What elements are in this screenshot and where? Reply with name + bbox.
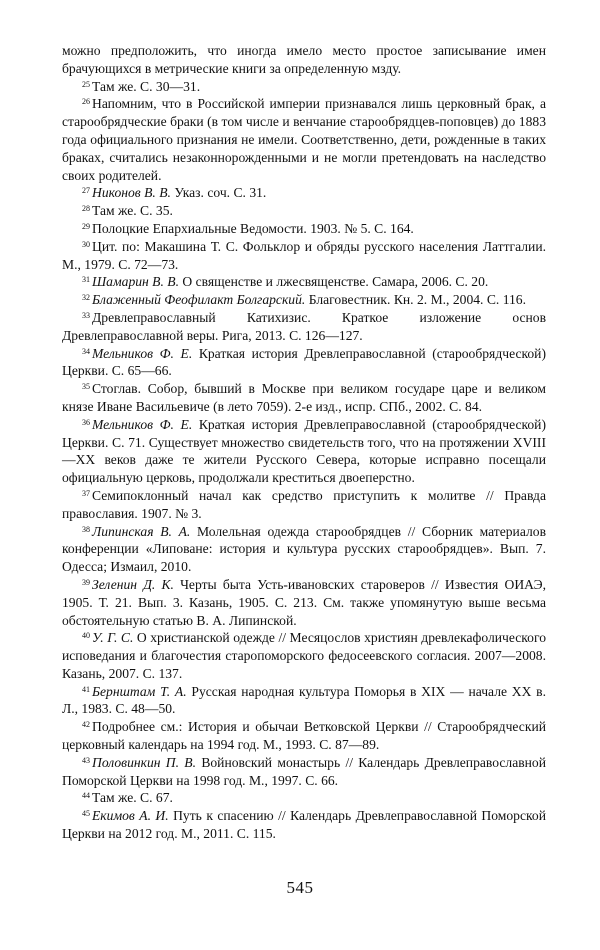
footnote-number: 29: [82, 221, 90, 231]
footnote-number: 37: [82, 488, 90, 498]
footnote-number: 27: [82, 186, 90, 196]
footnote-text: Там же. С. 67.: [92, 790, 173, 806]
footnote-44: [62, 789, 546, 807]
footnote-text: О христианской одежде // Месяцослов християн древлекафолического исповедания и благочестия старопоморского федосеевского согласия. 2007—2008. Казань, 2007. С. 137.: [62, 630, 546, 681]
footnote-29: [62, 220, 546, 238]
footnote-text: Древлеправославный Катихизис. Краткое изложение основ Древлеправославной веры. Рига, 2013. С. 126—127.: [62, 309, 546, 343]
footnote-number: 43: [82, 755, 90, 765]
footnote-number: 33: [82, 310, 90, 320]
footnote-27: [62, 184, 546, 202]
footnote-28: [62, 202, 546, 220]
footnote-text: Там же. С. 30—31.: [92, 78, 201, 94]
footnote-33: [62, 309, 546, 345]
footnote-author: Мельников Ф. Е.: [92, 416, 193, 432]
footnote-34: [62, 345, 546, 381]
footnote-text: Путь к спасению // Календарь Древлеправославной Поморской Церкви на 2012 год. М., 2011. С. 115.: [62, 808, 546, 842]
footnote-number: 38: [82, 524, 90, 534]
footnote-text: Полоцкие Епархиальные Ведомости. 1903. № 5. С. 164.: [92, 220, 414, 236]
footnote-number: 26: [82, 97, 90, 107]
footnote-author: Екимов А. И.: [92, 808, 169, 824]
footnote-text: Напомним, что в Российской империи признавался лишь церковный брак, а старообрядческие браки (в том числе и венчание старообрядцев-поповцев) до 1883 года официального признания не имели. Соответственно, дети, рожденные в таких браках, считались незаконнорожденными и не могли претендовать на наследство своих родителей.: [62, 96, 546, 183]
footnote-number: 25: [82, 79, 90, 89]
footnote-text: Указ. соч. С. 31.: [174, 185, 267, 201]
footnote-42: [62, 718, 546, 754]
footnote-text: Благовестник. Кн. 2. М., 2004. С. 116.: [308, 292, 526, 308]
footnote-text: Краткая история Древлеправославной (старообрядческой) Церкви. С. 65—66.: [62, 345, 546, 379]
footnote-number: 35: [82, 382, 90, 392]
footnote-text: Там же. С. 35.: [92, 203, 173, 219]
page-number: 545: [286, 878, 314, 897]
footnote-author: Половинкин П. В.: [92, 754, 197, 770]
footnote-number: 30: [82, 239, 90, 249]
footnote-author: Мельников Ф. Е.: [92, 345, 193, 361]
footnote-text: Черты быта Усть-ивановских староверов // Известия ОИАЭ, 1905. Т. 21. Вып. 3. Казань, 1905. С. 213. См. также упомянутую выше весьма обстоятельную статью В. А. Липинской.: [62, 576, 546, 628]
footnote-author: Липинская В. А.: [92, 523, 191, 539]
footnote-text: Молельная одежда старообрядцев // Сборник материалов конференции «Липоване: история и культура русских старообрядцев». Вып. 7. Одесса; Измаил, 2010.: [62, 523, 546, 575]
footnote-35: [62, 380, 546, 416]
footnote-number: 42: [82, 720, 90, 730]
footnote-text: Русская народная культура Поморья в XIX — начале XX в. Л., 1983. С. 48—50.: [62, 683, 546, 717]
footnote-author: Никонов В. В.: [92, 185, 171, 201]
footnote-text: Цит. по: Макашина Т. С. Фольклор и обряды русского населения Латтгалии. М., 1979. С. 72—73.: [62, 238, 546, 272]
footnote-41: [62, 683, 546, 719]
footnote-39: [62, 576, 546, 629]
footnote-38: [62, 523, 546, 576]
footnote-36: [62, 416, 546, 487]
footnote-32: [62, 291, 546, 309]
footnote-number: 32: [82, 293, 90, 303]
footnote-author: Бернштам Т. А.: [92, 683, 187, 699]
footnote-25: [62, 78, 546, 96]
footnote-37: [62, 487, 546, 523]
footnote-text: Войновский монастырь // Календарь Древлеправославной Поморской Церкви на 1998 год. М., 1997. С. 66.: [62, 754, 546, 788]
footnote-number: 28: [82, 204, 90, 214]
footnote-number: 44: [82, 791, 90, 801]
continued-paragraph: можно предположить, что иногда имело место простое записывание имен брачующихся в метрические книги за определенную мзду.: [62, 43, 546, 76]
footnote-author: Зеленин Д. К.: [92, 576, 174, 592]
footnotes-block: [62, 42, 546, 843]
footnote-text: Семипоклонный начал как средство приступить к молитве // Правда православия. 1907. № 3.: [62, 487, 546, 521]
footnote-31: [62, 273, 546, 291]
footnote-text: Стоглав. Собор, бывший в Москве при великом государе царе и великом князе Иване Васильевиче (в лето 7059). 2-е изд., испр. СПб., 2002. С. 84.: [62, 381, 546, 414]
footnote-text: Подробнее см.: История и обычаи Ветковской Церкви // Старообрядческий церковный календарь на 1994 год. М., 1993. С. 87—89.: [62, 719, 546, 753]
footnote-number: 45: [82, 809, 90, 819]
footnote-26: [62, 95, 546, 184]
footnote-30: [62, 238, 546, 274]
footnote-number: 41: [82, 684, 90, 694]
footnote-43: [62, 754, 546, 790]
footnote-text: О священстве и лжесвященстве. Самара, 2006. С. 20.: [182, 274, 489, 290]
footnote-author: Блаженный Феофилакт Болгарский.: [92, 292, 306, 308]
footnote-number: 39: [82, 577, 90, 587]
footnote-number: 36: [82, 417, 90, 427]
footnote-author: У. Г. С.: [92, 630, 134, 646]
footnote-number: 40: [82, 631, 90, 641]
footnote-author: Шамарин В. В.: [92, 274, 179, 290]
footnote-number: 34: [82, 346, 90, 356]
footnote-text: Краткая история Древлеправославной (старообрядческой) Церкви. С. 71. Существует множество свидетельств того, что на протяжении XVIII—XX веков даже те жители Русского Севера, которые исправно посещали официальную церковь, продолжали креститься двоеперстно.: [62, 416, 546, 486]
footnote-45: [62, 807, 546, 843]
footnote-list: [62, 78, 546, 843]
footnote-number: 31: [82, 275, 90, 285]
footnote-40: [62, 629, 546, 682]
